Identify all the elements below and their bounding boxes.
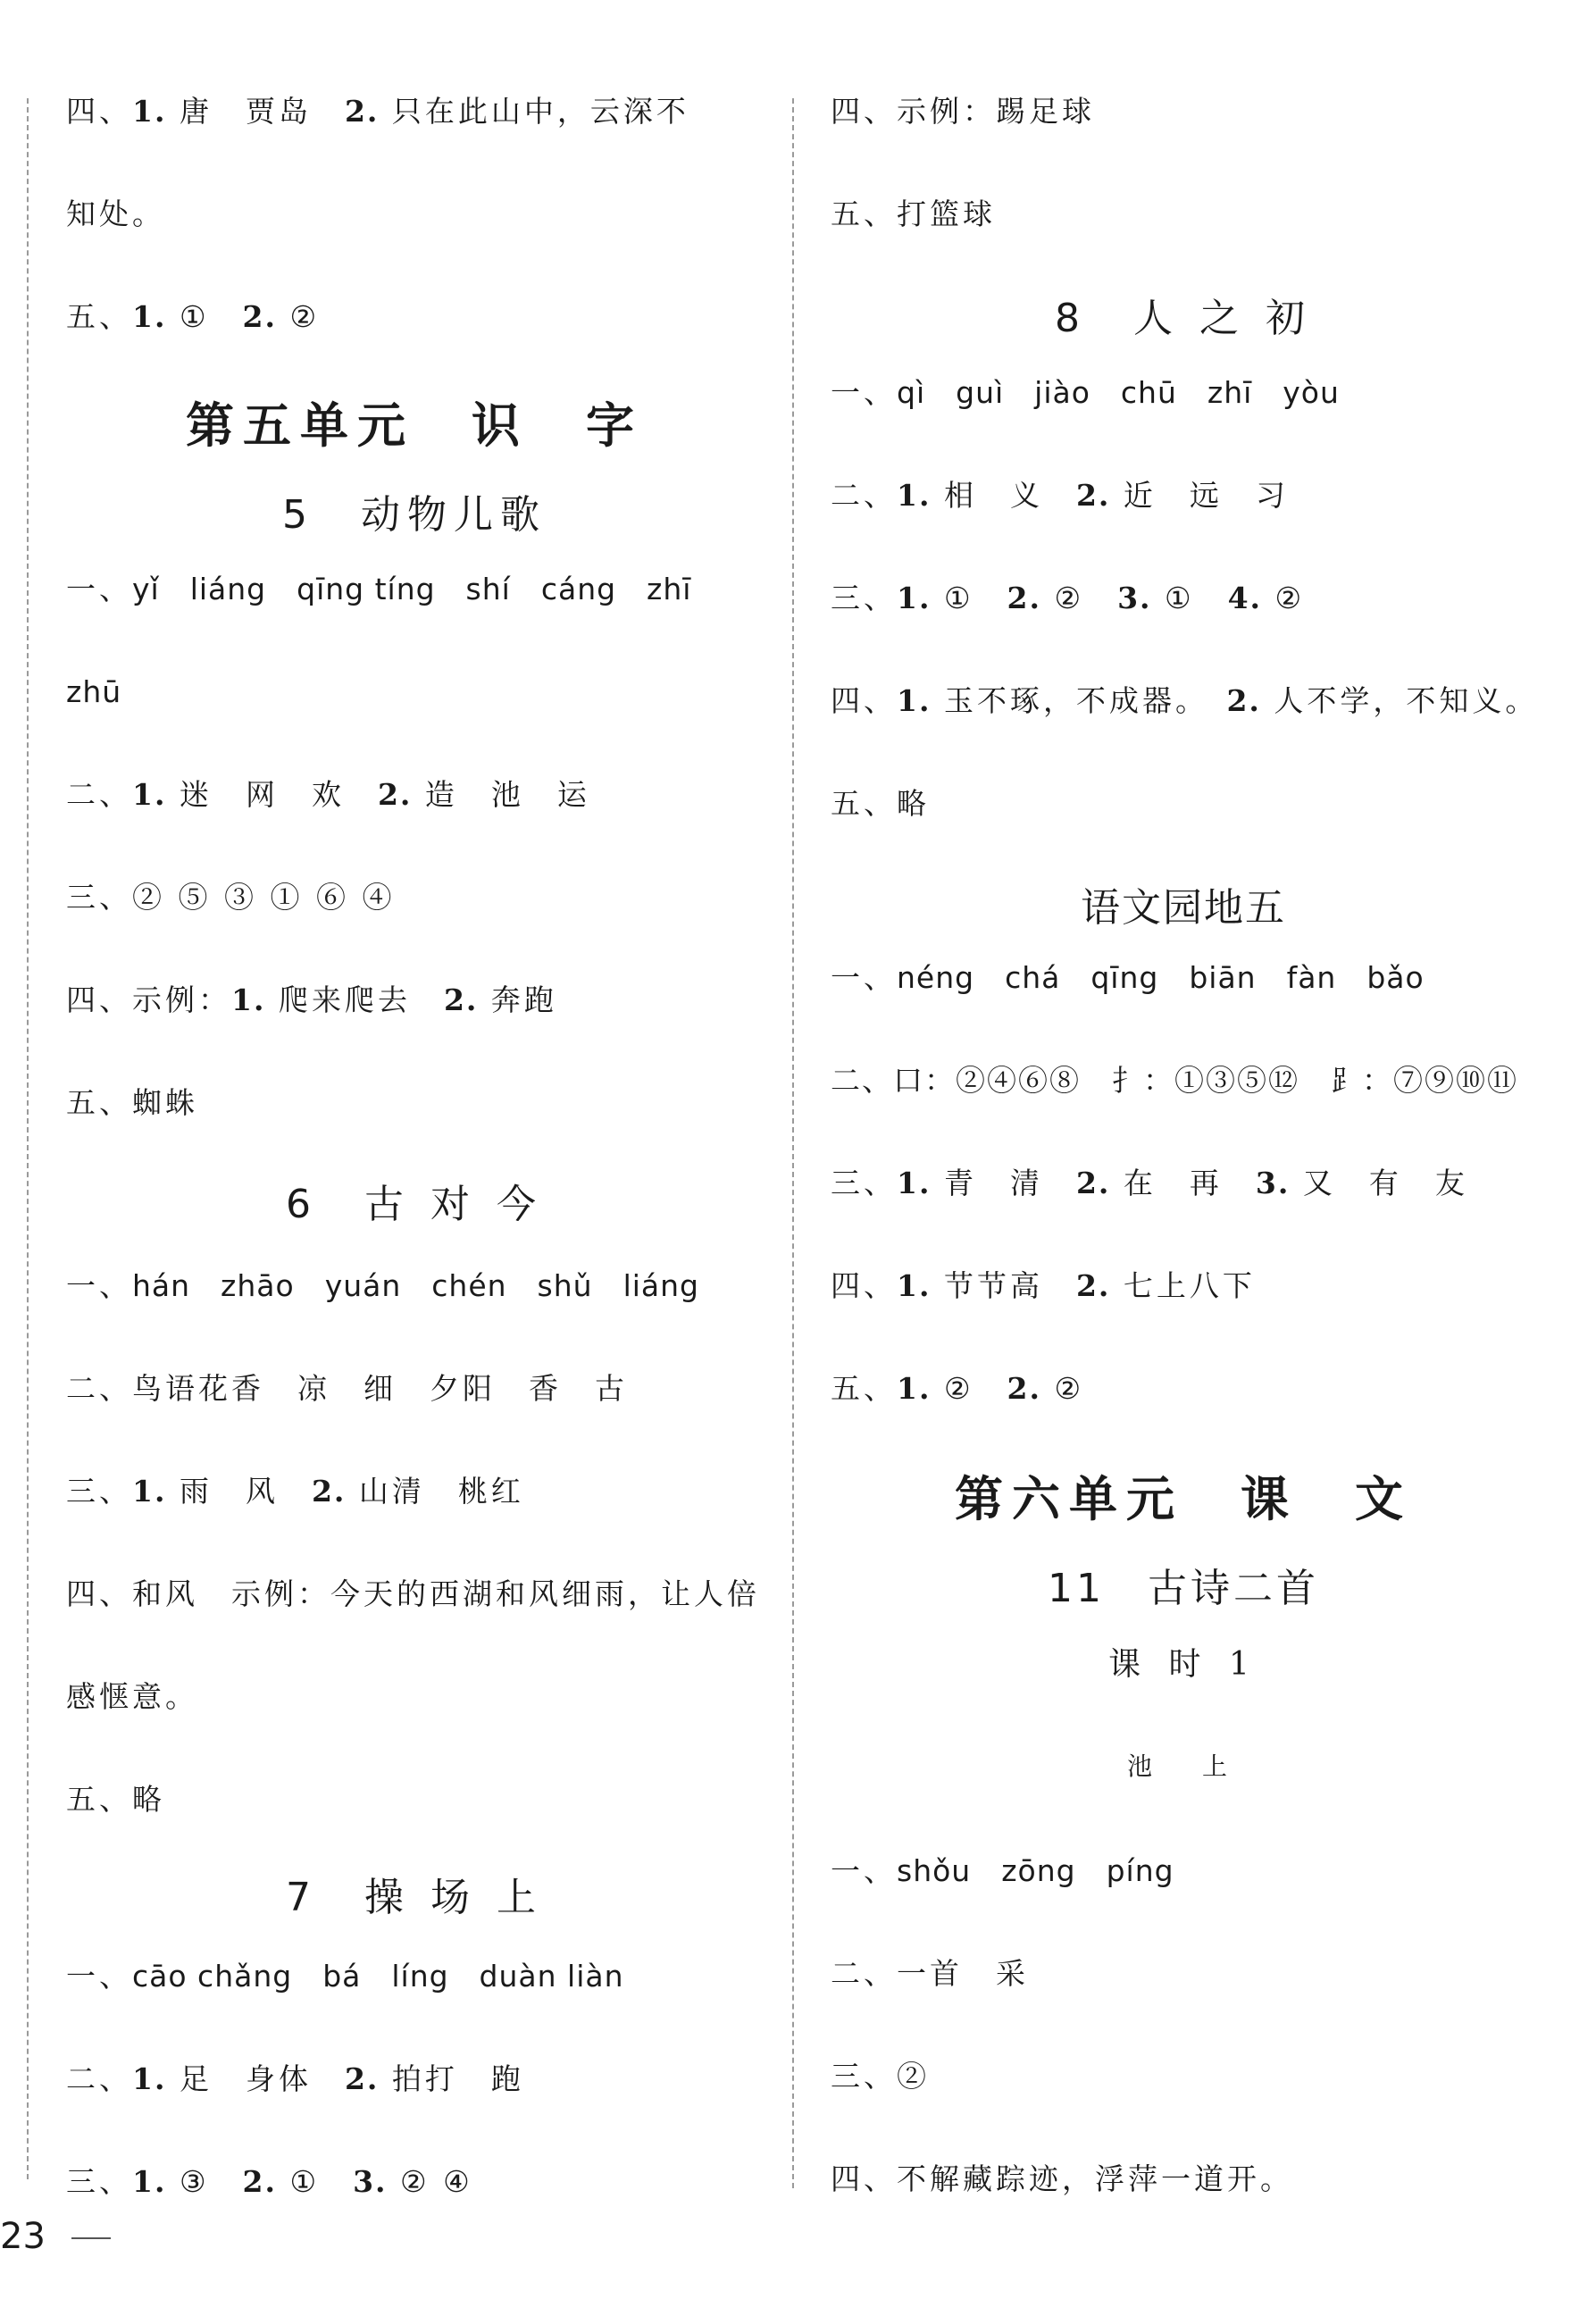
answer-text: 五、 <box>66 299 132 334</box>
answer-text: 一、 <box>831 375 897 410</box>
answer-text: 一、 <box>66 572 132 606</box>
answer-text: ② ④ <box>387 2164 473 2199</box>
item-number: 1. <box>897 581 932 615</box>
section-title: 语文园地五 <box>1081 885 1286 931</box>
lesson-title: 6 古 对 今 <box>286 1182 543 1227</box>
answer-text: 七上八下 <box>1110 1268 1256 1303</box>
answer-line <box>66 2164 473 2200</box>
item-number: 1. <box>897 1166 932 1200</box>
answer-text: 二、口：②④⑥⑧ 扌：①③⑤⑫ ⻊：⑦⑨⑩⑪ <box>831 1063 1518 1098</box>
item-number: 2. <box>1007 581 1041 615</box>
answer-line <box>66 1371 628 1407</box>
answer-text: 唐 贾岛 <box>166 94 345 129</box>
item-number: 2. <box>1226 683 1261 718</box>
answer-text: 二、 <box>66 777 132 812</box>
answer-text: 三、② ⑤ ③ ① ⑥ ④ <box>66 880 396 915</box>
item-number: 1. <box>897 683 932 718</box>
item-number: 1. <box>897 1268 932 1303</box>
answer-text: 造 池 运 <box>412 777 590 812</box>
answer-text: 五、略 <box>831 786 930 821</box>
lesson-title: 8 人 之 初 <box>1055 296 1312 341</box>
pinyin-text: yǐ liáng qīng tíng shí cáng zhī <box>132 572 692 606</box>
answer-text: 五、略 <box>66 1782 165 1817</box>
item-number: 2. <box>377 777 413 812</box>
item-number: 2. <box>443 982 479 1017</box>
answer-text: 四、不解藏踪迹，浮萍一道开。 <box>831 2161 1293 2196</box>
answer-text: 三、② <box>831 2059 930 2094</box>
answer-text: 玉不琢，不成器。 <box>931 683 1227 718</box>
pinyin-text: shǒu zōng píng <box>897 1853 1174 1888</box>
answer-text: 五、 <box>831 1371 897 1406</box>
answer-text: ② <box>1040 1371 1085 1406</box>
unit-title: 第五单元 识 字 <box>186 397 643 454</box>
pinyin-text: qì guì jiào chū zhī yòu <box>897 375 1340 410</box>
answer-line <box>66 777 590 813</box>
answer-line <box>66 2061 524 2097</box>
answer-line <box>831 1371 1084 1407</box>
answer-text: 在 再 <box>1110 1166 1256 1200</box>
answer-text: 四、和风 示例：今天的西湖和风细雨，让人倍 <box>66 1576 760 1611</box>
item-number: 2. <box>242 299 277 334</box>
answer-line <box>66 880 395 915</box>
pinyin-text: néng chá qīng biān fàn bǎo <box>897 960 1425 995</box>
answer-line <box>66 1268 699 1304</box>
answer-text: 二、 <box>831 478 897 513</box>
answer-line <box>66 1679 198 1715</box>
item-number: 3. <box>353 2164 388 2199</box>
answer-line <box>66 1576 760 1612</box>
answer-text: 一、 <box>831 1853 897 1888</box>
answer-text: 足 身体 <box>166 2061 345 2096</box>
answer-text: 奔跑 <box>478 982 557 1017</box>
page-number-dash <box>71 2237 111 2239</box>
answer-text: 一、 <box>66 1959 132 1994</box>
item-number: 2. <box>242 2164 277 2199</box>
answer-text: ② <box>276 299 321 334</box>
answer-line <box>831 581 1305 616</box>
answer-text: 相 义 <box>931 478 1076 513</box>
answer-text: 又 有 友 <box>1290 1166 1468 1200</box>
answer-text: 青 清 <box>931 1166 1076 1200</box>
answer-line <box>831 375 1340 411</box>
item-number: 1. <box>132 777 167 812</box>
answer-text: ② <box>1262 581 1306 615</box>
column-divider <box>792 98 794 2188</box>
lesson-title: 11 古诗二首 <box>1048 1566 1319 1611</box>
item-number: 2. <box>344 94 380 129</box>
answer-text: 三、 <box>831 581 897 615</box>
answer-text: ① <box>1151 581 1228 615</box>
answer-line <box>831 2161 1293 2197</box>
answer-line <box>831 960 1425 996</box>
item-number: 1. <box>132 2164 167 2199</box>
answer-line <box>66 1085 198 1121</box>
answer-line <box>831 2059 930 2094</box>
answer-text: 只在此山中，云深不 <box>379 94 689 129</box>
answer-text: 二、 <box>66 2061 132 2096</box>
answer-text: 三、 <box>66 1474 132 1509</box>
item-number: 1. <box>897 1371 932 1406</box>
item-number: 3. <box>1255 1166 1291 1200</box>
answer-text: 人不学，不知义。 <box>1260 683 1539 718</box>
pinyin-text: hán zhāo yuán chén shǔ liáng <box>132 1268 700 1303</box>
item-number: 1. <box>132 94 167 129</box>
answer-text: ② <box>1040 581 1118 615</box>
answer-text: ① <box>276 2164 354 2199</box>
answer-text: 近 远 习 <box>1110 478 1289 513</box>
item-number: 4. <box>1227 581 1263 615</box>
answer-line <box>66 299 320 335</box>
answer-text: 四、示例：踢足球 <box>831 94 1095 129</box>
item-number: 2. <box>1075 1166 1111 1200</box>
answer-line <box>66 1959 624 1994</box>
item-number: 1. <box>132 2061 167 2096</box>
answer-line <box>831 1166 1468 1201</box>
answer-line <box>66 982 557 1018</box>
answer-line <box>831 786 930 822</box>
answer-text: ① <box>166 299 243 334</box>
answer-line <box>66 674 121 710</box>
answer-line <box>831 1853 1174 1889</box>
answer-text: 三、 <box>66 2164 132 2199</box>
answer-line <box>66 1474 524 1509</box>
answer-text: 四、示例： <box>66 982 231 1017</box>
answer-text: 四、 <box>831 683 897 718</box>
page-number: 23 <box>0 2216 46 2257</box>
answer-line <box>831 478 1289 514</box>
answer-text: 四、 <box>831 1268 897 1303</box>
answer-line <box>66 196 165 232</box>
answer-text: 三、 <box>831 1166 897 1200</box>
item-number: 2. <box>344 2061 380 2096</box>
item-number: 2. <box>1075 478 1111 513</box>
answer-text: 二、鸟语花香 凉 细 夕阳 香 古 <box>66 1371 628 1406</box>
lesson-title: 5 动物儿歌 <box>282 492 547 538</box>
answer-line <box>831 1956 1029 1992</box>
answer-text: 爬来爬去 <box>265 982 444 1017</box>
answer-line <box>831 1063 1518 1099</box>
lesson-subtitle: 课 时 1 <box>1108 1646 1258 1683</box>
pinyin-text: cāo chǎng bá líng duàn liàn <box>132 1959 624 1994</box>
answer-text: 节节高 <box>931 1268 1076 1303</box>
answer-line <box>66 572 691 607</box>
answer-line <box>66 1782 165 1818</box>
answer-line <box>831 196 996 232</box>
answer-text: 山清 桃红 <box>346 1474 524 1509</box>
item-number: 2. <box>1075 1268 1111 1303</box>
answer-text: 一、 <box>831 960 897 995</box>
item-number: 1. <box>231 982 266 1017</box>
answer-text: 知处。 <box>66 196 165 231</box>
answer-text: 感惬意。 <box>66 1679 198 1714</box>
item-number: 1. <box>897 478 932 513</box>
answer-line <box>831 683 1538 719</box>
answer-text: ② <box>931 1371 1007 1406</box>
item-number: 1. <box>132 299 167 334</box>
unit-title: 第六单元 课 文 <box>955 1471 1412 1527</box>
answer-text: 迷 网 欢 <box>166 777 378 812</box>
answer-text: 四、 <box>66 94 132 129</box>
answer-text: 五、打篮球 <box>831 196 996 231</box>
item-number: 2. <box>311 1474 347 1509</box>
answer-text: ③ <box>166 2164 243 2199</box>
answer-line <box>66 94 689 130</box>
poem-title: 池 上 <box>1126 1751 1240 1781</box>
answer-text: 一、 <box>66 1268 132 1303</box>
item-number: 2. <box>1007 1371 1041 1406</box>
answer-text: 雨 风 <box>166 1474 312 1509</box>
answer-text: 拍打 跑 <box>379 2061 524 2096</box>
item-number: 1. <box>132 1474 167 1509</box>
answer-text: 五、蜘蛛 <box>66 1085 198 1120</box>
item-number: 3. <box>1117 581 1152 615</box>
pinyin-text: zhū <box>66 674 122 709</box>
left-margin-line <box>27 98 29 2179</box>
answer-line <box>831 94 1095 130</box>
answer-text: ① <box>931 581 1007 615</box>
lesson-title: 7 操 场 上 <box>286 1875 543 1920</box>
answer-text: 二、一首 采 <box>831 1956 1029 1991</box>
answer-line <box>831 1268 1256 1304</box>
